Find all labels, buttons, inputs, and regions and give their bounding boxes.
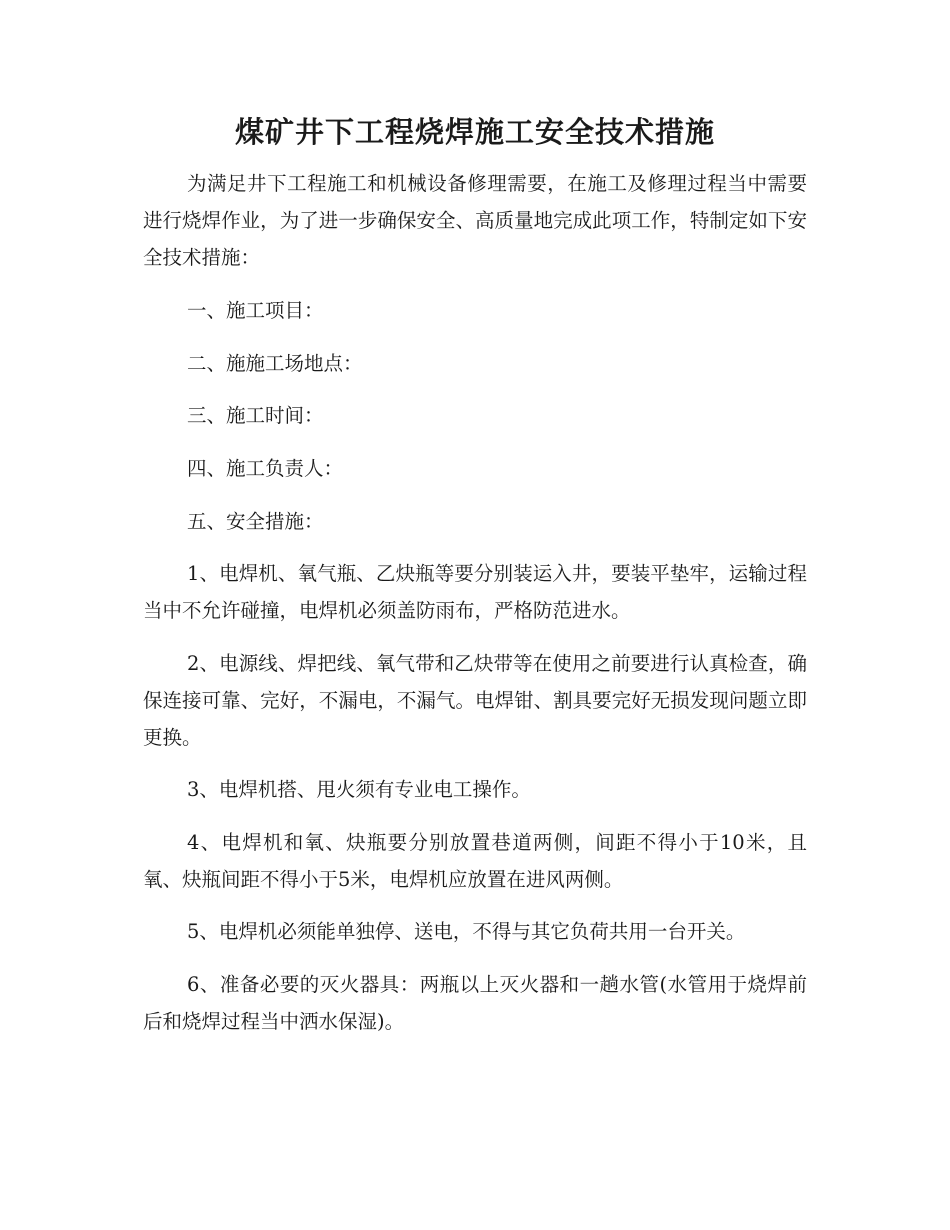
measure-item-3: 3、电焊机搭、甩火须有专业电工操作。 <box>187 778 531 801</box>
measure-item-5: 5、电焊机必须能单独停、送电，不得与其它负荷共用一台开关。 <box>187 920 746 943</box>
measure-item-2: 2、电源线、焊把线、氧气带和乙炔带等在使用之前要进行认真检查，确保连接可靠、完好，不漏电，不漏气。电焊钳、割具要完好无损发现问题立即更换。 <box>143 652 807 749</box>
measure-item-4: 4、电焊机和氧、炔瓶要分别放置巷道两侧，间距不得小于10米，且氧、炔瓶间距不得小于5米，电焊机应放置在进风两侧。 <box>143 831 807 891</box>
measure-item-6: 6、准备必要的灭火器具：两瓶以上灭火器和一趟水管(水管用于烧焊前后和烧焊过程当中洒水保湿)。 <box>143 973 807 1033</box>
document-title: 煤矿井下工程烧焊施工安全技术措施 <box>234 115 715 149</box>
section-heading-location: 二、施施工场地点： <box>187 352 363 375</box>
section-heading-project: 一、施工项目： <box>187 299 324 322</box>
section-heading-safety: 五、安全措施： <box>187 510 324 533</box>
section-heading-time: 三、施工时间： <box>187 404 324 427</box>
intro-paragraph: 为满足井下工程施工和机械设备修理需要，在施工及修理过程当中需要进行烧焊作业，为了进一步确保安全、高质量地完成此项工作，特制定如下安全技术措施： <box>143 172 807 269</box>
measure-item-1: 1、电焊机、氧气瓶、乙炔瓶等要分别装运入井，要装平垫牢，运输过程当中不允许碰撞，电焊机必须盖防雨布，严格防范进水。 <box>143 562 807 622</box>
section-heading-responsible: 四、施工负责人： <box>187 457 344 480</box>
